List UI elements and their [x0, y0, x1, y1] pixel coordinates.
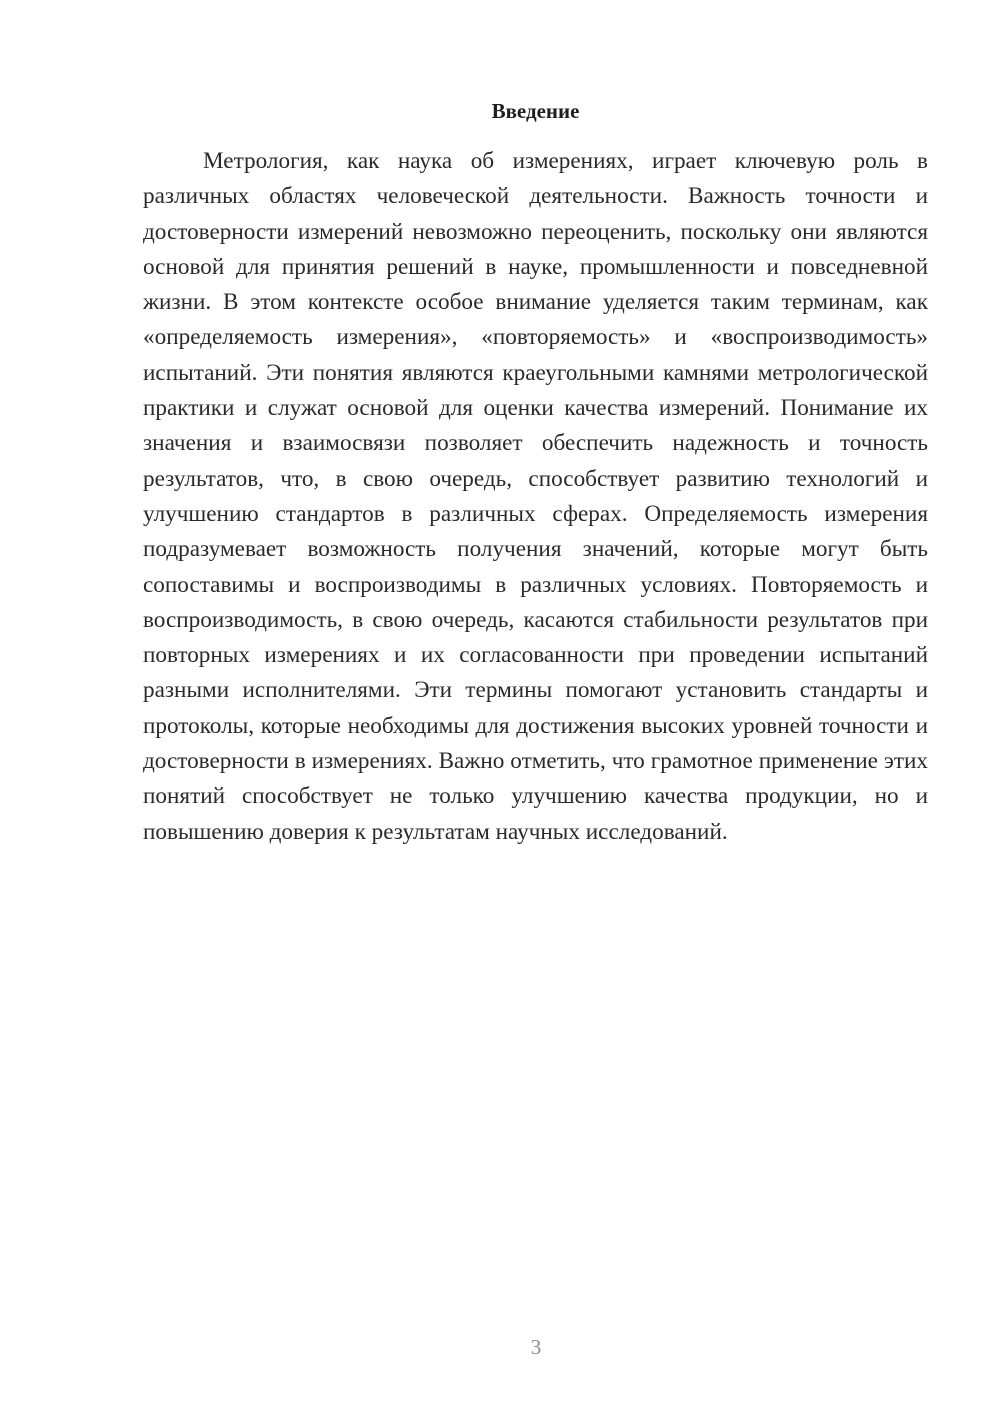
page-number: 3 — [530, 1335, 542, 1359]
body-paragraph: Метрология, как наука об измерениях, играет ключевую роль в различных областях человеческой деятельности. Важность точности и достоверности измерений невозможно переоценить, поскольку они являются основой для принятия решений в науке, промышленности и повседневной жизни. В этом контексте особое внимание уделяется таким терминам, как «определяемость измерения», «повторяемость» и «воспроизводимость» испытаний. Эти понятия являются краеугольными камнями метрологической практики и служат основой для оценки качества измерений. Понимание их значения и взаимосвязи позволяет обеспечить надежность и точность результатов, что, в свою очередь, способствует развитию технологий и улучшению стандартов в различных сферах. Определяемость измерения подразумевает возможность получения значений, которые могут быть сопоставимы и воспроизводимы в различных условиях. Повторяемость и воспроизводимость, в свою очередь, касаются стабильности результатов при повторных измерениях и их согласованности при проведении испытаний разными исполнителями. Эти термины помогают установить стандарты и протоколы, которые необходимы для достижения высоких уровней точности и достоверности в измерениях. Важно отметить, что грамотное применение этих понятий способствует не только улучшению качества продукции, но и повышению доверия к результатам научных исследований. — [143, 148, 928, 845]
section-heading: Введение — [491, 99, 580, 123]
